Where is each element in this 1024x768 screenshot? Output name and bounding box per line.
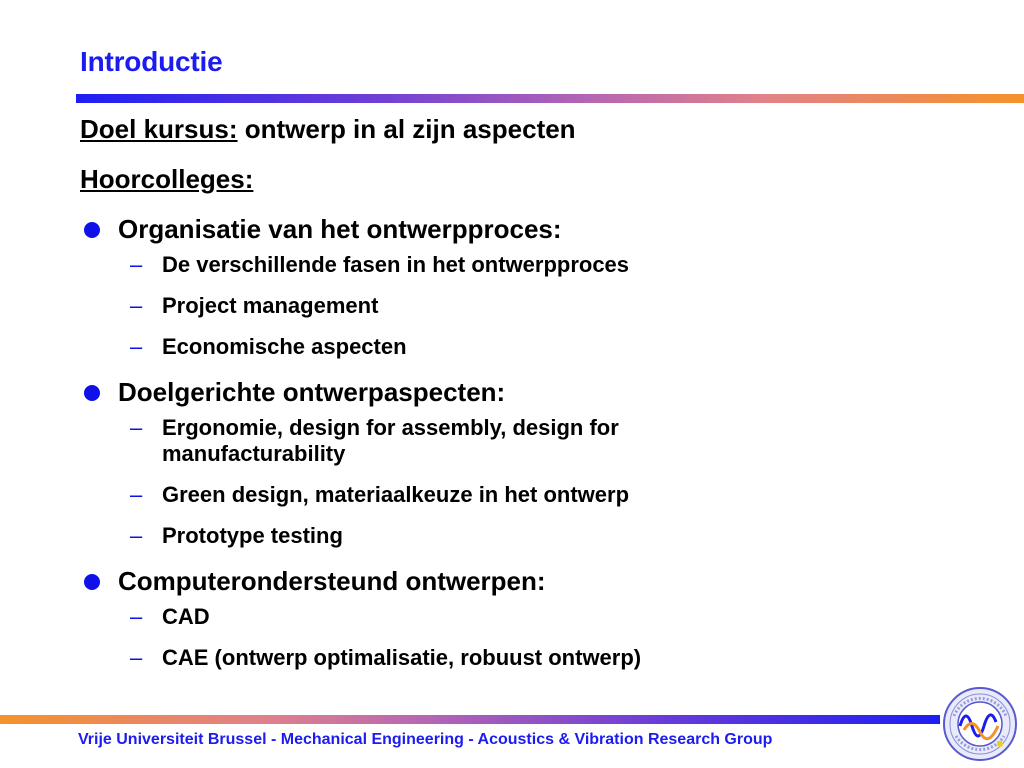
list-item: – CAE (ontwerp optimalisatie, robuust ontwerp) [130,645,642,670]
list-item: – Ergonomie, design for assembly, design for manufacturability [130,415,619,466]
bullet-dot-icon [84,574,100,590]
dash-icon: – [130,252,143,277]
goal-label: Doel kursus: [80,114,238,144]
dash-icon: – [130,334,143,359]
research-group-seal-icon [942,686,1018,762]
dash-icon: – [130,523,143,548]
bullet-dot-icon [84,385,100,401]
list-item: – CAD [130,604,210,629]
lectures-label: Hoorcolleges: [80,164,254,194]
bottom-divider [0,715,940,724]
lectures-line [80,162,940,196]
section-heading-organisatie: Organisatie van het ontwerpproces: [80,212,940,246]
list-item: – De verschillende fasen in het ontwerpproces [130,252,630,277]
section-heading-computerondersteund: Computerondersteund ontwerpen: [80,564,940,598]
list-item: – Project management [130,293,379,318]
footer-text: Vrije Universiteit Brussel - Mechanical Engineering - Acoustics & Vibration Research Group [78,731,773,748]
section-heading-doelgerichte: Doelgerichte ontwerpaspecten: [80,375,940,409]
dash-icon: – [130,482,143,507]
bullet-dot-icon [84,222,100,238]
slide-content [80,112,940,686]
dash-icon: – [130,645,143,670]
list-item: – Prototype testing [130,523,343,548]
dash-icon: – [130,415,143,440]
top-divider [76,94,1024,103]
goal-line [80,112,940,146]
dash-icon: – [130,604,143,629]
list-item: – Green design, materiaalkeuze in het ontwerp [130,482,630,507]
dash-icon: – [130,293,143,318]
goal-text: ontwerp in al zijn aspecten [237,114,576,144]
list-item: – Economische aspecten [130,334,407,359]
slide-title: Introductie [80,46,223,77]
